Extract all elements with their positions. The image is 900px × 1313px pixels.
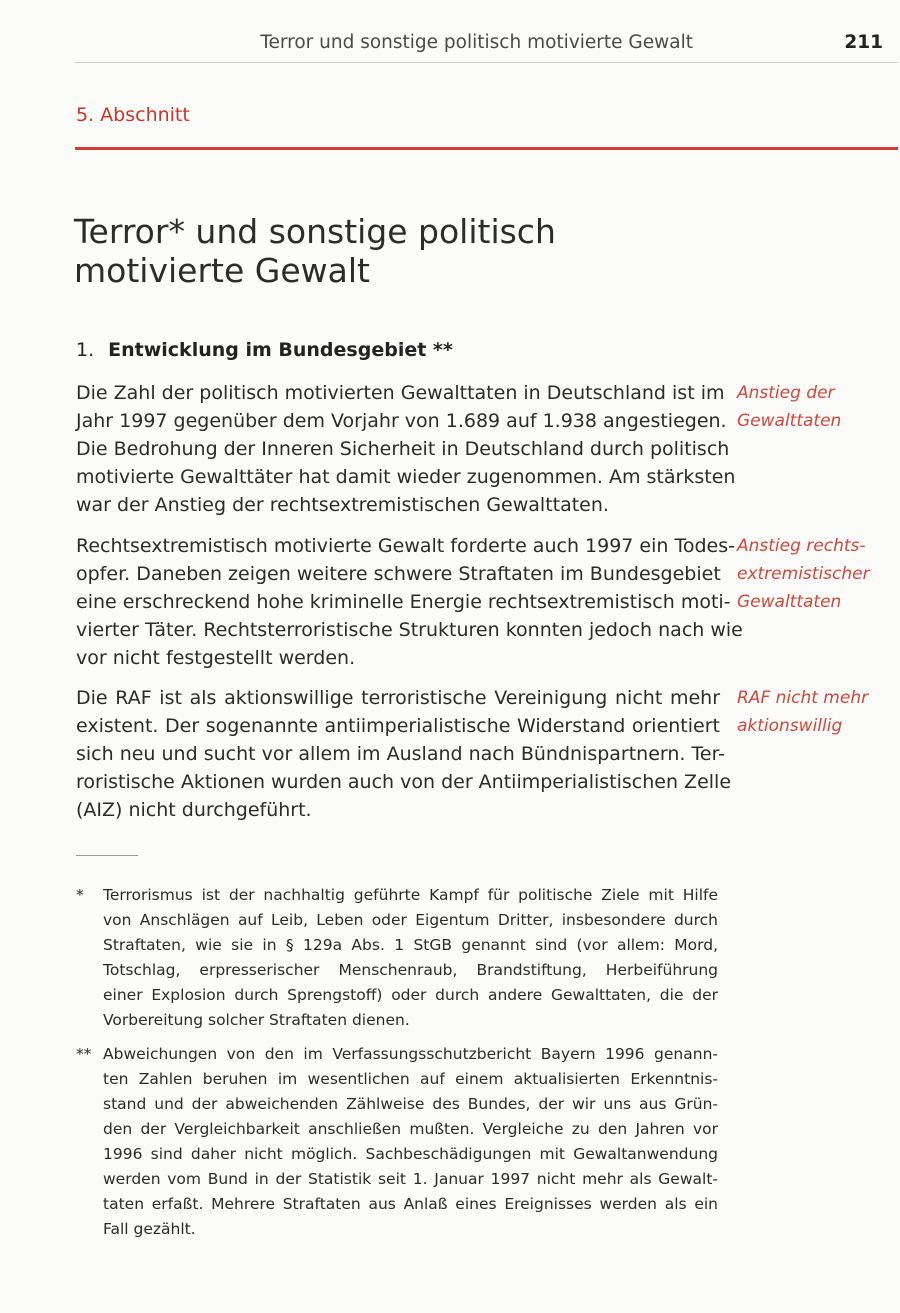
margin-note-3 — [737, 684, 897, 740]
footnote-1 — [76, 883, 720, 1033]
paragraph-line: motivierte Gewalttäter hat damit wieder zugenommen. Am stärksten — [76, 466, 736, 488]
margin-note-1 — [737, 379, 897, 435]
footnote-line: von Anschlägen auf Leib, Leben oder Eigentum Dritter, insbesondere durch — [103, 911, 718, 929]
paragraph-line: existent. Der sogenannte antiimperialistische Widerstand orientiert — [76, 715, 720, 737]
footnote-line: Straftaten, wie sie in § 129a Abs. 1 StGB genannt sind (vor allem: Mord, — [103, 936, 718, 954]
page-number: 211 — [844, 32, 883, 53]
footnote-line: Totschlag, erpresserischer Menschenraub, Brandstiftung, Herbeiführung — [103, 961, 718, 979]
footnote-marker: ** — [76, 1045, 92, 1063]
subheading — [76, 339, 453, 361]
footnote-2 — [76, 1042, 720, 1242]
margin-note-line: aktionswillig — [737, 716, 843, 736]
section-rule — [75, 147, 898, 150]
paragraph-line: vierter Täter. Rechtsterroristische Strukturen konnten jedoch nach wie — [76, 619, 743, 641]
margin-note-line: Anstieg der — [737, 383, 835, 403]
paragraph-line: vor nicht festgestellt werden. — [76, 647, 356, 669]
paragraph-line: eine erschreckend hohe kriminelle Energie rechtsextremistisch moti- — [76, 591, 731, 613]
paragraph-1 — [76, 379, 736, 519]
running-head — [0, 32, 888, 54]
margin-note-2 — [737, 532, 897, 616]
footnote-line: den der Vergleichbarkeit anschließen mußten. Vergleiche zu den Jahren vor — [103, 1120, 718, 1138]
paragraph-2 — [76, 532, 743, 672]
paragraph-line: (AIZ) nicht durchgeführt. — [76, 799, 312, 821]
footnote-body — [103, 883, 718, 1033]
footnote-line: werden vom Bund in der Statistik seit 1. Januar 1997 nicht mehr als Gewalt- — [103, 1170, 718, 1188]
paragraph-3 — [76, 684, 732, 824]
footnote-line: Fall gezählt. — [103, 1220, 196, 1238]
footnote-line: 1996 sind daher nicht möglich. Sachbeschädigungen mit Gewaltanwendung — [103, 1145, 718, 1163]
paragraph-line: Jahr 1997 gegenüber dem Vorjahr von 1.689 auf 1.938 angestiegen. — [76, 410, 727, 432]
margin-note-line: Anstieg rechts- — [737, 536, 866, 556]
subheading-text: Entwicklung im Bundesgebiet ** — [108, 339, 453, 361]
footnote-body — [103, 1042, 718, 1242]
footnote-line: ten Zahlen beruhen im wesentlichen auf einem aktualisierten Erkenntnis- — [103, 1070, 718, 1088]
margin-note-line: extremistischer — [737, 564, 870, 584]
paragraph-line: opfer. Daneben zeigen weitere schwere Straftaten im Bundesgebiet — [76, 563, 721, 585]
margin-note-line: Gewalttaten — [737, 592, 842, 612]
chapter-title: Terror* und sonstige politisch motivierte Gewalt — [74, 212, 556, 290]
footnote-rule — [76, 855, 138, 856]
paragraph-line: roristische Aktionen wurden auch von der Antiimperialistischen Zelle — [76, 771, 732, 793]
subheading-number: 1. — [76, 339, 95, 361]
margin-note-line: RAF nicht mehr — [737, 688, 869, 708]
footnote-line: Abweichungen von den im Verfassungsschutzbericht Bayern 1996 genann- — [103, 1045, 718, 1063]
footnote-line: Terrorismus ist der nachhaltig geführte Kampf für politische Ziele mit Hilfe — [103, 886, 718, 904]
margin-note-line: Gewalttaten — [737, 411, 842, 431]
footnote-marker: * — [76, 886, 84, 904]
footnote-line: einer Explosion durch Sprengstoff) oder durch andere Gewalttaten, die der — [103, 986, 718, 1004]
running-title: Terror und sonstige politisch motivierte Gewalt — [260, 32, 693, 53]
section-label: 5. Abschnitt — [76, 104, 190, 126]
paragraph-line: sich neu und sucht vor allem im Ausland nach Bündnispartnern. Ter- — [76, 743, 726, 765]
header-rule — [75, 62, 898, 63]
paragraph-line: Rechtsextremistisch motivierte Gewalt forderte auch 1997 ein Todes- — [76, 535, 735, 557]
footnote-line: Vorbereitung solcher Straftaten dienen. — [103, 1011, 410, 1029]
footnote-line: taten erfaßt. Mehrere Straftaten aus Anlaß eines Ereignisses werden als ein — [103, 1195, 718, 1213]
paragraph-line: war der Anstieg der rechtsextremistischen Gewalttaten. — [76, 494, 609, 516]
paragraph-line: Die RAF ist als aktionswillige terroristische Vereinigung nicht mehr — [76, 687, 720, 709]
paragraph-line: Die Zahl der politisch motivierten Gewalttaten in Deutschland ist im — [76, 382, 725, 404]
paragraph-line: Die Bedrohung der Inneren Sicherheit in Deutschland durch politisch — [76, 438, 730, 460]
footnote-line: stand und der abweichenden Zählweise des Bundes, der wir uns aus Grün- — [103, 1095, 718, 1113]
